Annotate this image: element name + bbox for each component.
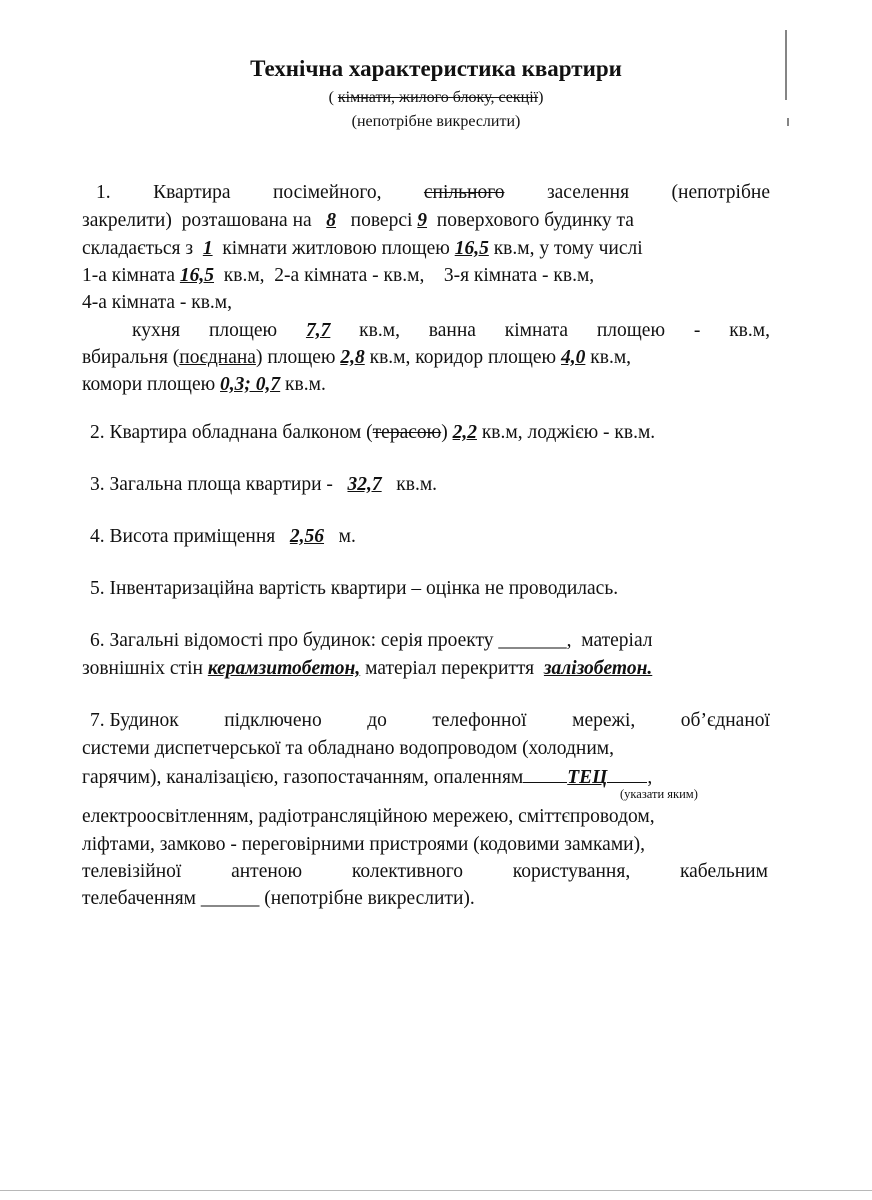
rooms-count-value: 1 [202,238,213,259]
struck-text: кімнати, жилого блоку, секції [337,89,539,106]
p7-line-5: ліфтами, замково - переговірними пристроями (кодовими замками), [82,834,645,855]
p1-line-6: кухня площею 7,7 кв.м, ванна кімната площею - кв.м, [132,318,770,344]
p1-line-4: 1-а кімната 16,5 кв.м, 2-а кімната - кв.м, 3-я кімната - кв.м, [82,265,595,286]
p2-line: 2. Квартира обладнана балконом (терасою) 2,2 кв.м, лоджією - кв.м. [90,422,656,443]
p1-line-5: 4-а кімната - кв.м, [82,292,233,313]
p3-line: 3. Загальна площа квартири - 32,7 кв.м. [90,474,438,495]
p1-line-7: вбиральня (поєднана) площею 2,8 кв.м, коридор площею 4,0 кв.м, [82,347,632,368]
corridor-area-value: 4,0 [561,347,586,368]
kitchen-area-value: 7,7 [305,320,331,341]
p7-line-6: телевізійної антеною колективного користування, кабельним [82,861,768,882]
p6-line-2: зовнішніх стін керамзитобетон, матеріал перекриття залізобетон. [82,658,653,679]
p1-line-1: 1. Квартира посімейного, спільного заселення (непотрібне [96,180,770,206]
ceiling-material-value: залізобетон. [543,658,653,679]
total-area-value: 32,7 [347,474,382,495]
scan-edge-mark [785,30,787,100]
toilet-area-value: 2,8 [340,347,365,368]
balcony-area-value: 2,2 [452,422,477,443]
room-1-area-value: 16,5 [179,265,215,286]
scan-bottom-line [0,1190,872,1191]
scan-edge-mark [787,118,789,126]
struck-word: терасою [372,422,442,443]
heating-type-value: ТЕЦ [567,767,608,788]
heating-note: (указати яким) [620,787,698,801]
p6-line-1: 6. Загальні відомості про будинок: серія проекту _______, матеріал [90,630,653,651]
height-value: 2,56 [289,526,325,547]
p7-line-1: 7. Будинок підключено до телефонної мережі, об’єднаної [90,710,770,731]
subtitle-struck-line: ( кімнати, жилого блоку, секції) [328,89,544,106]
combined-word: поєднана [179,347,256,368]
heating-blank-left [523,764,567,783]
wall-material-value: керамзитобетон, [207,658,361,679]
p1-line-8: комори площею 0,3; 0,7 кв.м. [82,374,326,395]
p7-line-3: гарячим), каналізацією, газопостачанням, опаленням ТЕЦ , [82,764,652,791]
p7-line-4: електроосвітленням, радіотрансляційною мережею, сміттєпроводом, [82,806,655,827]
storage-area-value: 0,3; 0,7 [220,374,281,395]
subtitle-note: (непотрібне викреслити) [351,113,521,130]
heating-blank-right [607,764,647,783]
floor-value: 8 [326,210,337,231]
struck-word: спільного [423,182,505,203]
p4-line: 4. Висота приміщення 2,56 м. [90,526,356,547]
document-title: Технічна характеристика квартири [250,56,622,81]
living-area-value: 16,5 [454,238,489,259]
p7-line-7: телебаченням ______ (непотрібне викреслити). [82,888,475,909]
p1-line-3: складається з 1 кімнати житловою площею 16,5 кв.м, у тому числі [82,238,643,259]
p7-line-2: системи диспетчерської та обладнано водопроводом (холодним, [82,738,614,759]
p1-line-2: закрелити) розташована на 8 поверсі 9 поверхового будинку та [82,210,634,231]
floors-total-value: 9 [417,210,428,231]
p5-line: 5. Інвентаризаційна вартість квартири – оцінка не проводилась. [90,578,619,599]
